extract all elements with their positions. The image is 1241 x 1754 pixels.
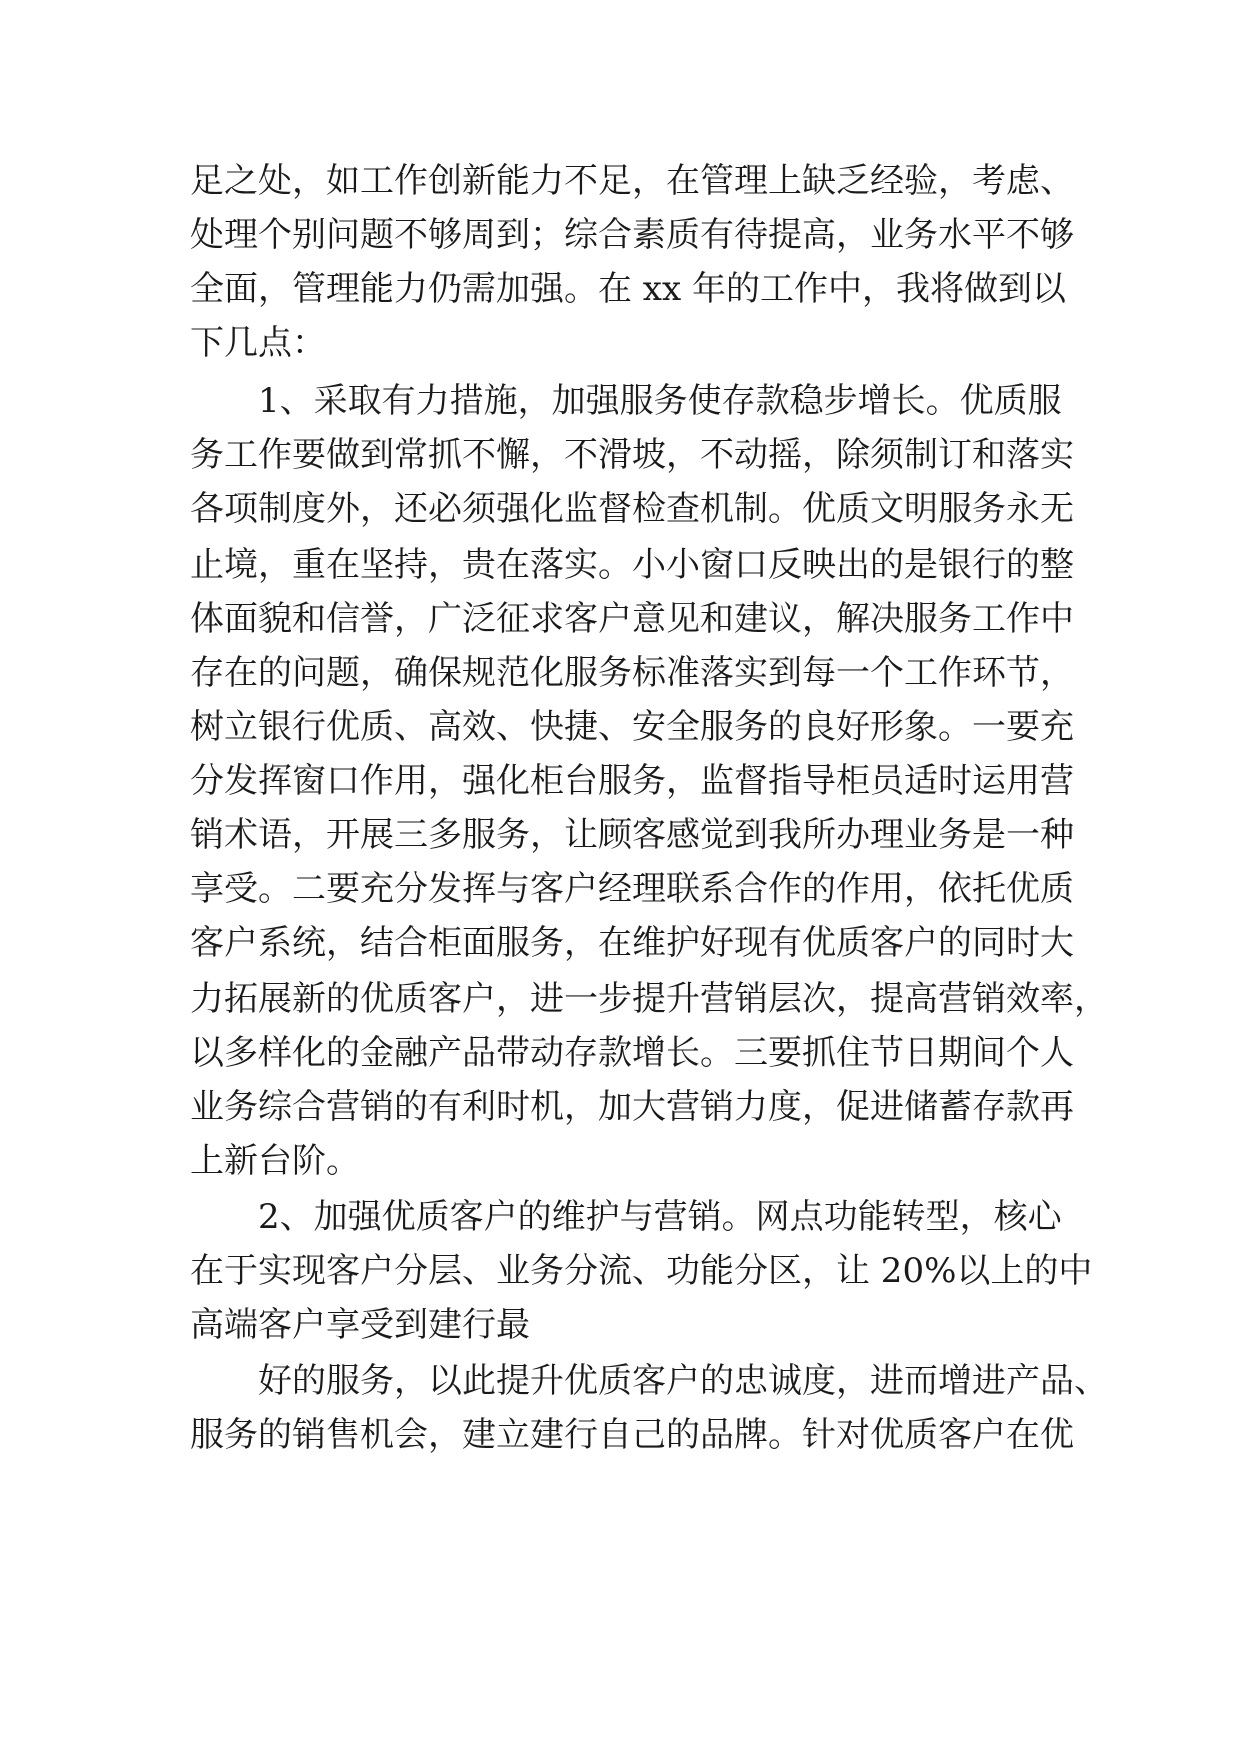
paragraph-3-start: 好的服务，以此提升优质客户的忠诚度，进而增进产品、: [258, 1361, 1108, 1401]
text-line: 客户系统，结合柜面服务，在维护好现有优质客户的同时大: [190, 923, 1074, 963]
text-line: 享受。二要充分发挥与客户经理联系合作的作用，依托优质: [190, 869, 1074, 909]
text-line: 止境，重在坚持，贵在落实。小小窗口反映出的是银行的整: [190, 545, 1074, 585]
paragraph-2-start: 2、加强优质客户的维护与营销。网点功能转型，核心: [258, 1197, 1062, 1237]
text-line: 销术语，开展三多服务，让顾客感觉到我所办理业务是一种: [190, 815, 1074, 855]
paragraph-1-start: 1、采取有力措施，加强服务使存款稳步增长。优质服: [258, 381, 1062, 421]
text-line: 处理个别问题不够周到；综合素质有待提高，业务水平不够: [190, 215, 1074, 255]
text-line: 分发挥窗口作用，强化柜台服务，监督指导柜员适时运用营: [190, 761, 1074, 801]
text-line: 体面貌和信誉，广泛征求客户意见和建议，解决服务工作中: [190, 599, 1074, 639]
text-line: 下几点：: [190, 323, 326, 363]
text-line: 树立银行优质、高效、快捷、安全服务的良好形象。一要充: [190, 707, 1074, 747]
text-line: 力拓展新的优质客户，进一步提升营销层次，提高营销效率，: [190, 979, 1108, 1019]
text-line: 全面，管理能力仍需加强。在 xx 年的工作中，我将做到以: [190, 269, 1066, 309]
text-line: 各项制度外，还必须强化监督检查机制。优质文明服务永无: [190, 489, 1074, 529]
text-line: 足之处，如工作创新能力不足，在管理上缺乏经验，考虑、: [190, 161, 1074, 201]
text-line: 高端客户享受到建行最: [190, 1305, 530, 1345]
text-line: 上新台阶。: [190, 1141, 360, 1181]
text-line: 以多样化的金融产品带动存款增长。三要抓住节日期间个人: [190, 1033, 1074, 1073]
text-line: 务工作要做到常抓不懈，不滑坡，不动摇，除须制订和落实: [190, 435, 1074, 475]
text-line: 存在的问题，确保规范化服务标准落实到每一个工作环节，: [190, 653, 1074, 693]
text-line: 业务综合营销的有利时机，加大营销力度，促进储蓄存款再: [190, 1087, 1074, 1127]
text-line: 在于实现客户分层、业务分流、功能分区，让 20%以上的中: [190, 1251, 1093, 1291]
text-line: 服务的销售机会，建立建行自己的品牌。针对优质客户在优: [190, 1415, 1074, 1455]
